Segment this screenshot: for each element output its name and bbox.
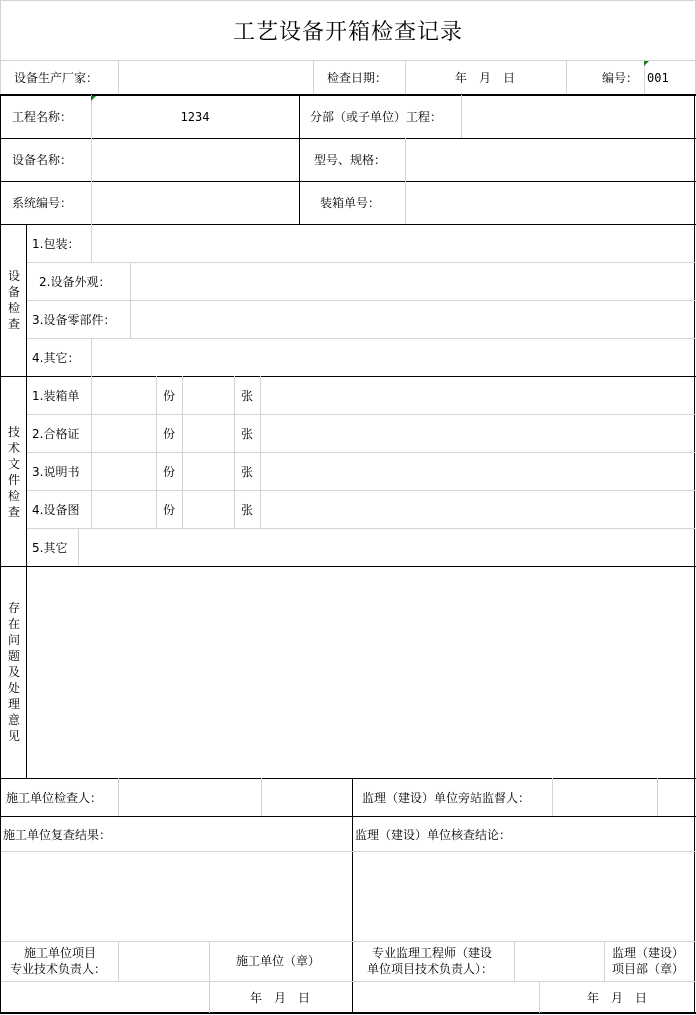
model-label: 型号、规格： (314, 153, 387, 167)
manufacturer-label: 设备生产厂家： (14, 71, 99, 85)
supervision-seal-line2: 项目部（章） (612, 962, 685, 976)
contractor-date[interactable]: 年 月 日 (249, 991, 311, 1005)
issues-section-label: 存在问题及处理意见 (7, 601, 20, 743)
review-result-label: 施工单位复查结果： (3, 828, 112, 842)
check-item: 1.包装： (32, 237, 80, 251)
engineer-label-line1: 专业监理工程师（建设 (371, 946, 493, 960)
check-item: 2.设备外观： (39, 275, 111, 289)
doc-item-other: 5.其它 (32, 541, 68, 555)
inspector-label: 施工单位检查人： (6, 791, 103, 805)
device-check-section-label: 设备检查 (7, 269, 20, 331)
project-label: 工程名称： (12, 110, 73, 124)
supervision-date[interactable]: 年 月 日 (586, 991, 648, 1005)
subproject-label: 分部（或子单位）工程： (310, 110, 443, 124)
number-value[interactable]: 001 (647, 71, 669, 85)
copies-unit: 份 (163, 465, 176, 479)
sheets-unit: 张 (241, 503, 254, 517)
doc-item: 4.设备图 (32, 503, 80, 517)
form-title: 工艺设备开箱检查记录 (232, 20, 464, 45)
tech-lead-label-line2: 专业技术负责人： (9, 962, 107, 976)
doc-item: 3.说明书 (32, 465, 80, 479)
sheets-unit: 张 (241, 465, 254, 479)
engineer-label-line2: 单位项目技术负责人）： (366, 962, 494, 976)
copies-unit: 份 (163, 427, 176, 441)
copies-unit: 份 (163, 503, 176, 517)
contractor-seal-label: 施工单位（章） (235, 954, 321, 968)
project-value[interactable]: 1234 (180, 110, 210, 124)
number-label: 编号： (602, 71, 639, 85)
conclusion-label: 监理（建设）单位核查结论： (355, 828, 512, 842)
supervisor-label: 监理（建设）单位旁站监督人： (362, 791, 531, 805)
device-name-label: 设备名称： (12, 153, 73, 167)
date-label: 检查日期： (327, 71, 388, 85)
sheets-unit: 张 (241, 389, 254, 403)
supervision-seal-line1: 监理（建设） (612, 946, 685, 960)
doc-item: 2.合格证 (32, 427, 80, 441)
check-item: 3.设备零部件： (32, 313, 116, 327)
copies-unit: 份 (163, 389, 176, 403)
system-number-label: 系统编号： (12, 196, 73, 210)
tech-lead-label-line1: 施工单位项目 (23, 946, 97, 960)
check-item: 4.其它： (32, 351, 80, 365)
tech-doc-section-label: 技术文件检查 (7, 425, 20, 519)
sheets-unit: 张 (241, 427, 254, 441)
doc-item: 1.装箱单 (32, 389, 80, 403)
date-value[interactable]: 年 月 日 (454, 71, 516, 85)
packing-number-label: 装箱单号： (320, 196, 381, 210)
